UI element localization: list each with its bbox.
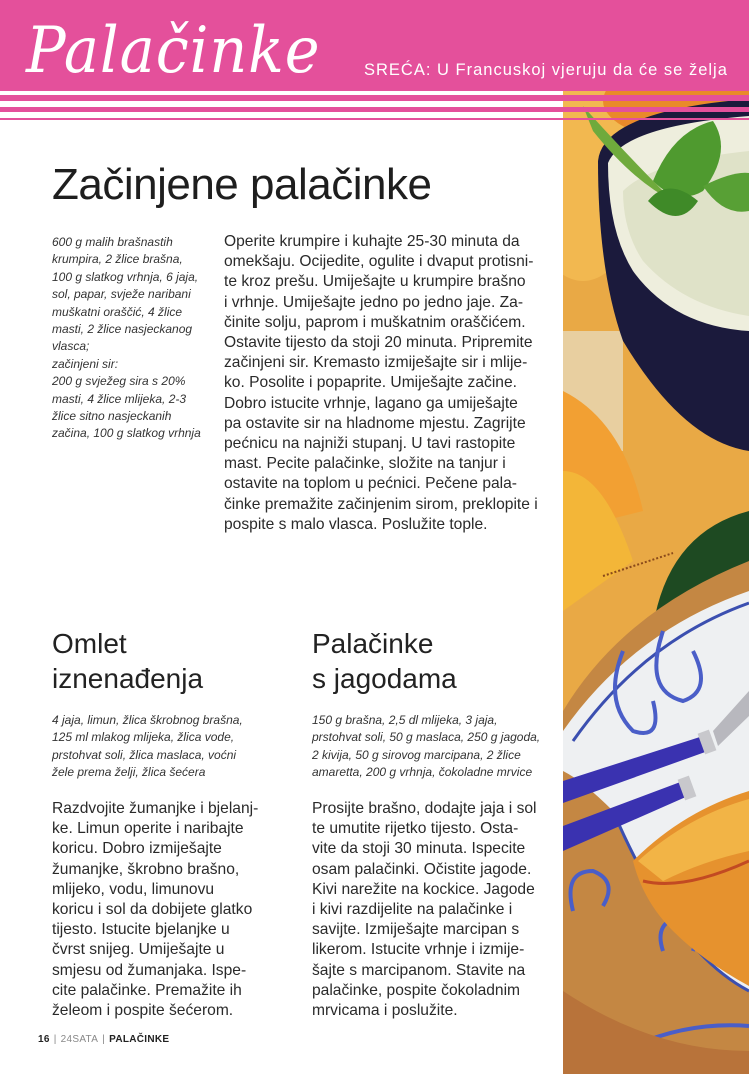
header-tagline: SREĆA: U Francuskoj vjeruju da će se želja bbox=[364, 61, 728, 79]
method-line: tijesto. Istucite bjelanjke u bbox=[52, 921, 230, 939]
ingredient-line: žele prema želji, žlica šećera bbox=[52, 765, 206, 780]
title-line: Omlet bbox=[52, 628, 127, 659]
recipe-title-main: Začinjene palačinke bbox=[52, 160, 432, 209]
footer-separator: | bbox=[53, 1034, 57, 1045]
ingredient-line: začina, 100 g slatkog vrhnja bbox=[52, 426, 201, 441]
ingredient-line: prstohvat soli, žlica maslaca, voćni bbox=[52, 747, 237, 762]
method-line: vite da stoji 30 minuta. Ispecite bbox=[312, 840, 526, 858]
method-line: te kroz prešu. Umiješajte u krumpire brašno bbox=[224, 273, 526, 291]
ingredients-jagode bbox=[312, 712, 562, 782]
method-line: čvrst snijeg. Umiješajte u bbox=[52, 941, 225, 959]
method-line: Ostavite tijesto da stoji 20 minuta. Pripremite bbox=[224, 334, 533, 352]
ingredient-line: 200 g svježeg sira s 20% bbox=[52, 374, 186, 389]
method-line: Kivi narežite na kockice. Jagode bbox=[312, 880, 535, 898]
method-line: ko. Posolite i popaprite. Umiješajte začine. bbox=[224, 374, 517, 392]
section-name: PALAČINKE bbox=[109, 1034, 170, 1045]
ingredient-line: muškatni oraščić, 4 žlice bbox=[52, 304, 183, 319]
ingredient-line: sol, papar, svježe naribani bbox=[52, 287, 191, 302]
ingredients-omlet bbox=[52, 712, 292, 782]
food-photo bbox=[563, 91, 749, 1074]
method-line: pećnicu na najniži stupanj. U tavi rastopite bbox=[224, 435, 516, 453]
ingredient-line: začinjeni sir: bbox=[52, 356, 119, 371]
method-line: želeom i pospite šećerom. bbox=[52, 1002, 234, 1020]
title-line: Palačinke bbox=[312, 628, 434, 659]
title-line: iznenađenja bbox=[52, 663, 204, 694]
method-line: i vrhnje. Umiješajte jedno po jedno jaje. Za- bbox=[224, 293, 524, 311]
method-line: Razdvojite žumanjke i bjelanj- bbox=[52, 800, 259, 817]
ingredient-line: 150 g brašna, 2,5 dl mlijeka, 3 jaja, bbox=[312, 713, 498, 727]
method-line: žumanjke, škrobno brašno, bbox=[52, 860, 240, 878]
method-line: Operite krumpire i kuhajte 25-30 minuta da bbox=[224, 233, 520, 250]
page-footer bbox=[38, 1034, 169, 1045]
method-line: i kivi razdijelite na palačinke i bbox=[312, 901, 513, 919]
method-line: palačinke, pospite čokoladnim bbox=[312, 981, 521, 999]
method-line: ostavite na toplom u pećnici. Pečene pala- bbox=[224, 475, 517, 493]
method-line: koricu. Dobro izmiješajte bbox=[52, 840, 222, 858]
method-line: šajte s marcipanom. Stavite na bbox=[312, 961, 526, 979]
header-stripe bbox=[0, 95, 749, 101]
method-line: ke. Limun operite i naribajte bbox=[52, 820, 244, 838]
method-line: osam palačinki. Očistite jagode. bbox=[312, 860, 532, 878]
method-line: činke premažite začinjenim sirom, preklopite i bbox=[224, 495, 538, 513]
method-line: smjesu od žumanjaka. Ispe- bbox=[52, 961, 247, 979]
method-jagode bbox=[312, 799, 562, 1021]
ingredient-line: masti, 4 žlice mlijeka, 2-3 bbox=[52, 391, 187, 406]
recipe-title-omlet bbox=[52, 626, 203, 696]
method-main bbox=[224, 232, 564, 535]
method-line: pospite s malo vlasca. Poslužite tople. bbox=[224, 515, 488, 533]
recipe-title-jagode bbox=[312, 626, 457, 696]
method-line: začinjeni sir. Kremasto izmiješajte sir i mlije- bbox=[224, 354, 528, 372]
ingredient-line: prstohvat soli, 50 g maslaca, 250 g jagoda, bbox=[312, 730, 541, 745]
ingredient-line: krumpira, 2 žlice brašna, bbox=[52, 252, 183, 267]
method-line: mlijeko, vodu, limunovu bbox=[52, 880, 215, 898]
method-line: pa ostavite sir na hladnome mjestu. Zagrijte bbox=[224, 414, 526, 432]
food-photo-illustration bbox=[563, 91, 749, 1074]
method-line: koricu i sol da dobijete glatko bbox=[52, 901, 253, 919]
method-omlet bbox=[52, 799, 297, 1021]
ingredient-line: žlice sitno nasjeckanih bbox=[52, 409, 172, 424]
method-line: Prosijte brašno, dodajte jaja i sol bbox=[312, 800, 537, 817]
ingredient-line: 4 jaja, limun, žlica škrobnog brašna, bbox=[52, 713, 243, 727]
method-line: savijte. Izmiješajte marcipan s bbox=[312, 921, 520, 939]
footer-separator: | bbox=[102, 1034, 106, 1045]
method-line: cite palačinke. Premažite ih bbox=[52, 981, 242, 999]
ingredient-line: amaretta, 200 g vrhnja, čokoladne mrvice bbox=[312, 765, 533, 780]
ingredient-line: 600 g malih brašnastih bbox=[52, 235, 173, 249]
method-line: likerom. Istucite vrhnje i izmije- bbox=[312, 941, 525, 959]
ingredient-line: 125 ml mlakog mlijeka, žlica vode, bbox=[52, 730, 235, 745]
header-stripe bbox=[0, 107, 749, 112]
page-number: 16 bbox=[38, 1034, 50, 1045]
header-stripe bbox=[0, 118, 749, 120]
ingredient-line: 2 kivija, 50 g sirovog marcipana, 2 žlice bbox=[312, 747, 521, 762]
method-line: činite solju, paprom i muškatnim oraščićem. bbox=[224, 313, 526, 331]
title-line: s jagodama bbox=[312, 663, 457, 694]
ingredient-line: vlasca; bbox=[52, 339, 90, 354]
method-line: mast. Pecite palačinke, složite na tanjur i bbox=[224, 455, 506, 473]
method-line: omekšaju. Ocijedite, ogulite i dvaput protisni- bbox=[224, 253, 534, 271]
section-script-title: Palačinke bbox=[26, 14, 321, 88]
method-line: Dobro istucite vrhnje, lagano ga umiješajte bbox=[224, 394, 518, 412]
header-band bbox=[0, 0, 749, 91]
method-line: mrvicama i poslužite. bbox=[312, 1002, 458, 1020]
ingredient-line: 100 g slatkog vrhnja, 6 jaja, bbox=[52, 269, 199, 284]
method-line: te umutite rijetko tijesto. Osta- bbox=[312, 820, 519, 838]
ingredients-main bbox=[52, 234, 217, 443]
ingredient-line: masti, 2 žlice nasjeckanog bbox=[52, 322, 193, 337]
publication-name: 24SATA bbox=[60, 1034, 99, 1045]
